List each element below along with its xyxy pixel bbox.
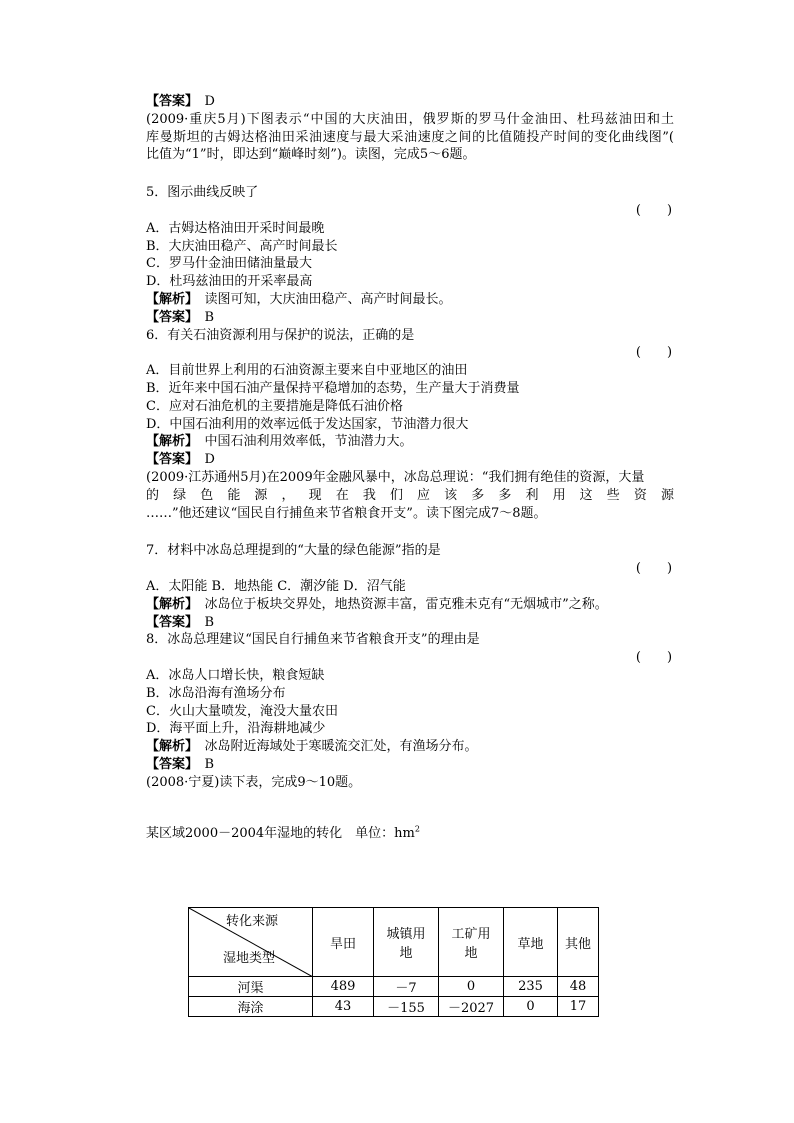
- table-cell: 489: [313, 977, 374, 997]
- answer-bracket: ( ): [635, 650, 673, 666]
- table-cell: 43: [313, 997, 374, 1017]
- analysis: 【解析】 中国石油利用效率低，节油潜力大。: [146, 434, 413, 450]
- question-stem: 8．冰岛总理建议“国民自行捕鱼来节省粮食开支”的理由是: [146, 632, 480, 648]
- table-row: [189, 977, 599, 997]
- option: C．火山大量喷发，淹没大量农田: [146, 703, 338, 719]
- answer: 【答案】 B: [146, 756, 215, 772]
- passage-2-line-1: (2009·江苏通州5月)在2009年金融风暴中，冰岛总理说：“我们拥有绝佳的资源，大量: [146, 469, 645, 485]
- answer: 【答案】 B: [146, 614, 215, 630]
- column-header: 工矿用 地: [439, 908, 504, 977]
- option: B．近年来中国石油产量保持平稳增加的态势，生产量大于消费量: [146, 380, 520, 396]
- table-cell: 235: [504, 977, 558, 997]
- table-header-row: [189, 908, 599, 977]
- table-cell: 17: [558, 997, 599, 1017]
- question-8: [146, 631, 674, 773]
- wetland-table: [188, 907, 599, 1017]
- analysis: 【解析】 读图可知，大庆油田稳产、高产时间最长。: [146, 291, 452, 307]
- row-header: 河渠: [189, 977, 313, 997]
- option: A．冰岛人口增长快，粮食短缺: [146, 667, 325, 683]
- answer: 【答案】 D: [146, 452, 215, 468]
- passage-1-line-2: 库曼斯坦的古姆达格油田采油速度与最大采油速度之间的比值随投产时间的变化曲线图”(: [146, 129, 674, 145]
- question-stem: 7．材料中冰岛总理提到的“大量的绿色能源”指的是: [146, 543, 441, 559]
- document-body: [146, 93, 674, 791]
- question-5: [146, 184, 674, 326]
- option: B．冰岛沿海有渔场分布: [146, 685, 286, 701]
- options-line: A．太阳能 B．地热能 C．潮汐能 D．沼气能: [146, 578, 406, 594]
- table-cell: －155: [374, 997, 439, 1017]
- answer: 【答案】 B: [146, 309, 215, 325]
- option: D．中国石油利用的效率远低于发达国家，节油潜力很大: [146, 416, 469, 432]
- passage-3: (2008·宁夏)读下表，完成9～10题。: [146, 774, 362, 790]
- passage-1-line-3: 比值为“1”时，即达到“巅峰时刻”)。读图，完成5～6题。: [146, 147, 476, 163]
- table-cell: －2027: [439, 997, 504, 1017]
- table-cell: 0: [504, 997, 558, 1017]
- column-header: 草地: [504, 908, 558, 977]
- row-header: 海涂: [189, 997, 313, 1017]
- table-cell: 0: [439, 977, 504, 997]
- option: A．目前世界上利用的石油资源主要来自中亚地区的油田: [146, 363, 468, 379]
- answer-bracket: ( ): [635, 345, 673, 361]
- analysis: 【解析】 冰岛附近海域处于寒暖流交汇处，有渔场分布。: [146, 739, 478, 755]
- column-header: 旱田: [313, 908, 374, 977]
- question-7: [146, 542, 674, 631]
- table-row: [189, 997, 599, 1017]
- option: C．罗马什金油田储油量最大: [146, 256, 312, 272]
- column-header: 其他: [558, 908, 599, 977]
- passage-2-line-3: ……”他还建议“国民自行捕鱼来节省粮食开支”。读下图完成7～8题。: [146, 505, 547, 521]
- table-cell: －7: [374, 977, 439, 997]
- corner-top-label: 转化来源: [225, 914, 278, 929]
- answer-bracket: ( ): [635, 561, 673, 577]
- table-caption: 某区域2000－2004年湿地的转化 单位：$hm^2$: [146, 824, 420, 841]
- analysis: 【解析】 冰岛位于板块交界处，地热资源丰富，雷克雅未克有“无烟城市”之称。: [146, 596, 608, 612]
- table-cell: 48: [558, 977, 599, 997]
- column-header: 城镇用 地: [374, 908, 439, 977]
- question-6: [146, 327, 674, 469]
- table-corner-cell: [189, 908, 313, 977]
- passage-1-line-1: (2009·重庆5月)下图表示“中国的大庆油田，俄罗斯的罗马什金油田、杜玛兹油田和土: [146, 111, 674, 127]
- answer-line-4: 【答案】 D: [146, 94, 215, 109]
- question-stem: 5．图示曲线反映了: [146, 185, 259, 201]
- answer-bracket: ( ): [635, 202, 673, 218]
- question-stem: 6．有关石油资源利用与保护的说法，正确的是: [146, 327, 415, 343]
- option: A．古姆达格油田开采时间最晚: [146, 220, 325, 236]
- option: B．大庆油田稳产、高产时间最长: [146, 238, 338, 254]
- option: D．海平面上升，沿海耕地减少: [146, 721, 326, 737]
- option: C．应对石油危机的主要措施是降低石油价格: [146, 398, 403, 414]
- option: D．杜玛兹油田的开采率最高: [146, 274, 313, 290]
- corner-bottom-label: 湿地类型: [223, 951, 276, 966]
- passage-2-line-2: 的绿色能源，现在我们应该多多利用这些资源: [146, 487, 674, 503]
